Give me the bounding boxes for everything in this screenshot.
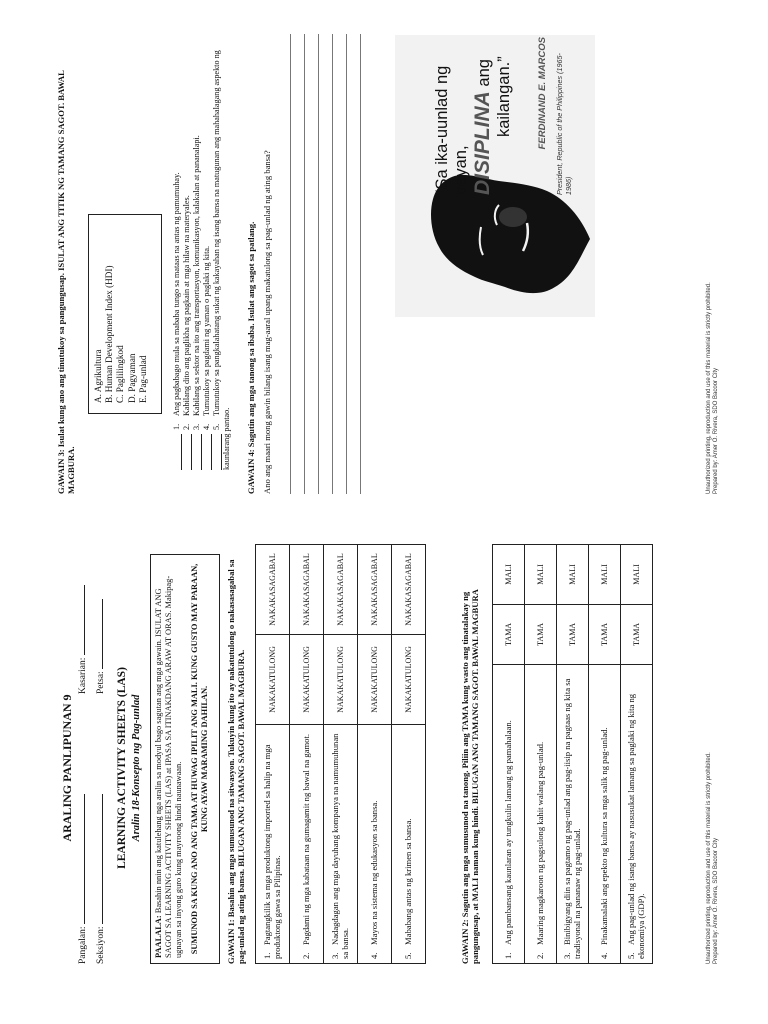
item-text: Kabilang dito ang paglikha ng pagkain at mga hilaw na materyales. <box>182 195 191 416</box>
item-text: Pagdami ng mga kabataan na gumagamit ng bawal na gamot. <box>300 734 311 945</box>
item-number: 5. <box>212 423 221 430</box>
answer-line[interactable] <box>360 34 361 494</box>
gawain1-statement <box>324 724 358 963</box>
option-mali[interactable]: MALI <box>525 545 557 605</box>
gawain1-text: Basahin ang mga sumusunod na sitwasyon. Tukuyin kung ito ay nakatutulong o nakasasagabal sa pag-unlad ng ating bansa. BILUGAN ANG TAMANG SAGOT. BAWAL MAGBURA. <box>226 559 247 964</box>
gawain2-row <box>557 545 589 964</box>
gawain4-question: Ano ang maari mong gawin bilang isang mag-aaral upang makatulong sa pag-unlad ng ating bansa? <box>262 150 272 494</box>
gawain4-label: GAWAIN 4: <box>246 449 256 494</box>
las-title: LEARNING ACTIVITY SHEETS (LAS) <box>116 667 128 869</box>
gawain1-row <box>256 545 290 964</box>
item-number: 1. <box>172 423 181 430</box>
option-tama[interactable]: TAMA <box>589 604 621 664</box>
answer-line[interactable] <box>304 34 305 494</box>
item-number: 2. <box>300 952 311 959</box>
gawain1-statement <box>256 724 290 963</box>
pangalan-line <box>84 794 85 924</box>
gawain3-choices-box <box>88 214 162 414</box>
page-title: ARALING PANLIPUNAN 9 <box>60 694 74 842</box>
gawain2-text: Sagutin ang mga sumusunod na tanong. Piliin ang TAMA kung wasto ang tinatalakay ng pangungusap, at MALI naman kung hindi. BILUGAN ANG TAMANG SAGOT. BAWAL MAGBURA <box>460 589 481 964</box>
item-text: Kabilang sa sektor na ito ang transportasyon, komunikasyon, kalakalan at pananalapi. <box>192 135 201 416</box>
gawain2-row <box>493 545 525 964</box>
quote-panel <box>395 35 595 317</box>
gawain3-item <box>212 30 232 470</box>
answer-line[interactable] <box>318 34 319 494</box>
left-footer-line1: Unauthorized printing, reproduction and use of this material is strictly prohibited. <box>706 752 712 964</box>
option-nakakatulong[interactable]: NAKAKATULONG <box>358 634 392 724</box>
gawain2-instruction <box>460 544 481 964</box>
item-number: 3. <box>192 423 201 430</box>
item-text: Pagtangkilik sa mga produktong imported sa halip na mga produktong gawa sa Pilipinas. <box>261 744 282 959</box>
petsa-field[interactable] <box>96 599 106 694</box>
item-number: 4. <box>368 952 379 959</box>
choice-item: B. Human Development Index (HDI) <box>104 265 115 403</box>
pangalan-label: Pangalan: <box>78 926 88 964</box>
item-number: 5. <box>625 952 636 959</box>
option-tama[interactable]: TAMA <box>493 604 525 664</box>
item-number: 5. <box>402 952 413 959</box>
option-nakakatulong[interactable]: NAKAKATULONG <box>392 634 426 724</box>
option-nakakasagabal[interactable]: NAKAKASAGABAL <box>358 545 392 635</box>
option-nakakatulong[interactable]: NAKAKATULONG <box>324 634 358 724</box>
left-footer <box>706 752 720 964</box>
gawain4-instruction <box>246 34 256 494</box>
item-text: Mababang antas ng krimen sa bansa. <box>402 818 413 945</box>
item-number: 3. <box>329 952 340 959</box>
quote-line2-rest: ang <box>474 59 493 92</box>
paalala-note: SUMUNOD SA KUNG ANO ANG TAMA AT HUWAG IPILIT ANG MALI. KUNG GUSTO MAY PARAAN, KUNG AYAW MARAMING DAHILAN. <box>190 563 210 955</box>
aralin-title: Aralin 18-Konsepto ng Pag-unlad <box>131 694 142 842</box>
answer-line[interactable] <box>332 34 333 494</box>
seksiyon-field[interactable] <box>96 794 106 964</box>
gawain2-row <box>525 545 557 964</box>
option-mali[interactable]: MALI <box>589 545 621 605</box>
item-text: Tumutukoy sa pangkalahatang sukat ng kakayahan ng isang bansa na matugunan ang mahahalagang aspekto ng kaunlarang pantao. <box>212 50 231 470</box>
item-number: 2. <box>182 423 191 430</box>
gawain1-label: GAWAIN 1: <box>226 919 236 964</box>
answer-line[interactable] <box>290 34 291 494</box>
item-text: Mayos na sistema ng edukasyon sa bansa. <box>368 800 379 945</box>
gawain1-statement <box>358 724 392 963</box>
option-nakakasagabal[interactable]: NAKAKASAGABAL <box>256 545 290 635</box>
choice-item: D. Pagyaman <box>126 353 137 403</box>
item-number: 4. <box>598 952 609 959</box>
left-page <box>0 512 768 1024</box>
seksiyon-label: Seksiyon: <box>96 926 106 964</box>
answer-line[interactable] <box>346 34 347 494</box>
quote-role: President, Republic of the Philippines (1965-1986) <box>555 53 573 195</box>
paalala-box <box>150 554 220 964</box>
left-footer-line2: Prepared by: Amer O. Rivera, SDO Bacoor City <box>713 837 720 964</box>
gawain2-label: GAWAIN 2: <box>460 919 470 964</box>
gawain2-statement <box>525 664 557 963</box>
kasarian-label: Kasarian: <box>78 657 88 694</box>
gawain2-table <box>492 544 653 964</box>
option-mali[interactable]: MALI <box>621 545 653 605</box>
gawain3-text: Isulat kung ano ang tinutukoy sa pangungusap. ISULAT ANG TITIK NG TAMANG SAGOT. BAWAL MAGBURA. <box>56 70 77 494</box>
right-footer-line1: Unauthorized printing, reproduction and use of this material is strictly prohibited. <box>706 282 712 494</box>
option-mali[interactable]: MALI <box>493 545 525 605</box>
option-tama[interactable]: TAMA <box>557 604 589 664</box>
gawain2-statement <box>589 664 621 963</box>
gawain2-statement <box>621 664 653 963</box>
item-number: 4. <box>202 423 211 430</box>
quote-text <box>433 35 514 195</box>
option-nakakatulong[interactable]: NAKAKATULONG <box>290 634 324 724</box>
option-nakakatulong[interactable]: NAKAKATULONG <box>256 634 290 724</box>
option-nakakasagabal[interactable]: NAKAKASAGABAL <box>290 545 324 635</box>
gawain2-row <box>589 545 621 964</box>
kasarian-field[interactable] <box>78 585 88 694</box>
choice-item: C. Paglilingkod <box>115 345 126 403</box>
gawain2-row <box>621 545 653 964</box>
gawain1-table <box>255 544 426 964</box>
option-mali[interactable]: MALI <box>557 545 589 605</box>
option-tama[interactable]: TAMA <box>621 604 653 664</box>
gawain3-items <box>172 30 232 470</box>
quote-emphasis: DISIPLINA <box>470 91 494 195</box>
gawain2-statement <box>557 664 589 963</box>
gawain1-row <box>358 545 392 964</box>
item-text: Maaring magkaroon ng pagsulong kahit walang pag-unlad. <box>534 741 545 945</box>
item-number: 1. <box>261 952 272 959</box>
item-text: Pinakamalaki ang epekto ng kultura sa mga salik ng pag-unlad. <box>598 727 609 945</box>
item-text: Tumutukoy sa pagdami ng yaman o paglaki ng kita. <box>202 245 211 416</box>
gawain4-text: Sagutin ang mga tanong sa ibaba. Isulat ang sagot sa patlang. <box>246 221 256 448</box>
petsa-label: Petsa: <box>96 671 106 694</box>
gawain1-instruction <box>226 544 247 964</box>
seksiyon-line <box>102 794 103 924</box>
option-nakakasagabal[interactable]: NAKAKASAGABAL <box>392 545 426 635</box>
gawain1-statement <box>290 724 324 963</box>
right-footer <box>706 282 720 494</box>
item-number: 2. <box>534 952 545 959</box>
pangalan-field[interactable] <box>78 794 88 964</box>
item-text: Ang pagbabago mula sa mababa tungo sa mataas na antas ng pamumuhay. <box>172 172 181 416</box>
right-footer-line2: Prepared by: Amer O. Rivera, SDO Bacoor City <box>713 367 720 494</box>
item-text: Ang pag-unlad ng isang bansa ay nasusukat lamang sa paglaki ng kita ng ekonomiya (GDP). <box>625 693 646 959</box>
gawain3-label: GAWAIN 3: <box>56 449 66 494</box>
paalala-label: PAALALA: <box>154 915 163 958</box>
gawain1-row <box>290 545 324 964</box>
gawain3-instruction <box>56 54 77 494</box>
item-text: Ang pambansang kaunlaran ay tungkulin lamang ng pamahalaan. <box>502 720 513 945</box>
item-number: 1. <box>502 952 513 959</box>
kasarian-line <box>84 585 85 655</box>
gawain3-item <box>182 30 192 470</box>
choice-item: A. Agrikultura <box>93 349 103 403</box>
gawain1-row <box>324 545 358 964</box>
choice-item: E. Pag-unlad <box>137 355 148 403</box>
gawain2-statement <box>493 664 525 963</box>
option-nakakasagabal[interactable]: NAKAKASAGABAL <box>324 545 358 635</box>
gawain1-row <box>392 545 426 964</box>
item-text: Binibigyang diin sa pagtamo ng pag-unlad ang pag-iisip na pagtaas ng kita sa tradisyonal na pananaw ng pag-unlad. <box>561 678 582 959</box>
gawain1-statement <box>392 724 426 963</box>
item-text: Nadagdagan ang mga dayuhang kompanya na namumuhunan sa bansa. <box>329 733 350 959</box>
item-number: 3. <box>561 952 572 959</box>
quote-line1: “Sa ika-uunlad ng bayan, <box>433 65 470 195</box>
quote-line3: kailangan.” <box>495 56 514 137</box>
gawain3-item <box>172 30 182 470</box>
paalala-text: Basahin nnin ang katulehang nga aralin sa modyul bago sagutan ang mga gawain. ISULAT ANG SAGOT SA LEARNING ACTIVITY SHEETS (LAS) at IPASA SA ITINAKDANG ARAW AT ORAS. Makipag-ugnayan sa inyong guro kung mayroong hindi naunawaan. <box>154 575 184 958</box>
petsa-line <box>102 599 103 669</box>
quote-author: FERDINAND E. MARCOS <box>537 37 548 150</box>
gawain3-item <box>202 30 212 470</box>
gawain3-item <box>192 30 202 470</box>
option-tama[interactable]: TAMA <box>525 604 557 664</box>
